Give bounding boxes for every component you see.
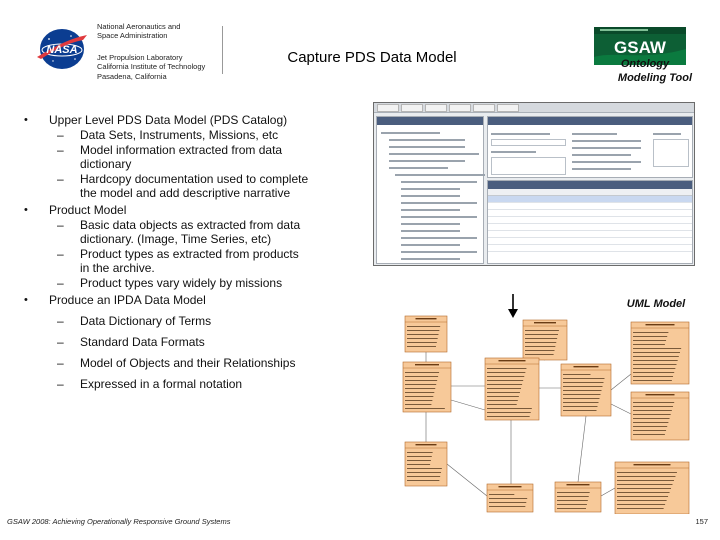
sub-bullet-text: Data Dictionary of Terms [80, 314, 212, 328]
slide-title: Capture PDS Data Model [287, 49, 457, 66]
sub-bullet-text: Standard Data Formats [80, 335, 205, 349]
uml-association-line [611, 374, 631, 390]
sub-bullet-item [22, 335, 364, 349]
dash-icon: – [57, 314, 64, 328]
gsaw-logo-text: GSAW [614, 38, 666, 57]
pane-header [377, 117, 483, 125]
uml-association-line [447, 464, 487, 496]
ontology-label-line1: Ontology [620, 58, 670, 70]
tool-tab [473, 104, 495, 112]
sub-bullet-text: Data Sets, Instruments, Missions, etc [80, 128, 279, 142]
sub-bullet-item [22, 218, 364, 246]
class-tree [377, 125, 483, 262]
class-editor-fields [488, 125, 692, 178]
sub-bullet-text: Expressed in a formal notation [80, 377, 243, 391]
sub-bullet-text: Model information extracted from data [80, 143, 283, 157]
bullet-dot-icon: • [24, 114, 28, 126]
uml-class-box [561, 364, 611, 416]
uml-class-box [487, 484, 533, 512]
uml-association-line [601, 488, 615, 496]
sub-bullet-item [22, 128, 364, 142]
page-number: 157 [695, 517, 708, 526]
tool-tab-bar [374, 103, 694, 113]
uml-association-line [451, 400, 485, 410]
sub-bullet-text: Hardcopy documentation used to complete [80, 172, 309, 186]
uml-association-line [611, 404, 631, 414]
bullet-dot-icon: • [24, 204, 28, 216]
sub-bullet-item [22, 377, 364, 391]
sub-bullet-item [22, 356, 364, 370]
uml-class-box [631, 322, 689, 384]
dash-icon: – [57, 128, 64, 142]
dash-icon: – [57, 276, 64, 290]
tool-tab [449, 104, 471, 112]
dash-icon: – [57, 218, 64, 232]
bullet-item [22, 203, 364, 217]
dash-icon: – [57, 143, 64, 157]
dash-icon: – [57, 247, 64, 261]
uml-model-label: UML Model [626, 298, 686, 310]
org-line-1: National Aeronautics and [97, 22, 181, 31]
pane-header [488, 181, 692, 189]
sub-bullet-text: Model of Objects and their Relationships [80, 356, 296, 370]
ontology-tool-screenshot [373, 102, 695, 266]
sub-bullet-item [22, 314, 364, 328]
sub-bullet-item [22, 143, 364, 171]
tool-tab [377, 104, 399, 112]
pane-header [488, 117, 692, 125]
tool-tab [401, 104, 423, 112]
ontology-label-line2: Modeling Tool [617, 72, 693, 84]
sub-bullet-item [22, 247, 364, 275]
sub-bullet-text: Product types as extracted from products [80, 247, 299, 261]
org-line-3: Jet Propulsion Laboratory [97, 53, 183, 62]
sub-bullet-text: in the archive. [80, 261, 155, 275]
uml-class-box [405, 316, 447, 352]
template-slots-pane [487, 180, 693, 264]
tool-tab [425, 104, 447, 112]
footer-conference: GSAW 2008: Achieving Operationally Responsive Ground Systems [7, 517, 231, 526]
svg-text:NASA: NASA [46, 44, 78, 56]
uml-class-box [555, 482, 601, 512]
sub-bullet-text: dictionary [80, 157, 132, 171]
sub-bullet-item [22, 172, 364, 200]
class-editor-pane [487, 116, 693, 178]
uml-class-box [405, 442, 447, 486]
bullet-item [22, 293, 364, 307]
uml-class-box [615, 462, 689, 514]
uml-class-box [523, 320, 567, 360]
dash-icon: – [57, 356, 64, 370]
tool-tab [497, 104, 519, 112]
dash-icon: – [57, 377, 64, 391]
bullet-dot-icon: • [24, 294, 28, 306]
sub-bullet-text: Product types vary widely by missions [80, 276, 283, 290]
org-line-4: California Institute of Technology [97, 62, 206, 71]
bullet-text: Product Model [49, 203, 127, 217]
sub-bullet-text: the model and add descriptive narrative [80, 186, 291, 200]
uml-class-box [631, 392, 689, 440]
class-browser-pane [376, 116, 484, 264]
sub-bullet-item [22, 276, 364, 290]
uml-class-box [485, 358, 539, 420]
bullet-list [22, 110, 364, 391]
uml-class-box [403, 362, 451, 412]
sub-bullet-text: Basic data objects as extracted from data [80, 218, 301, 232]
uml-class-diagram [393, 314, 693, 514]
org-line-5: Pasadena, California [97, 72, 167, 81]
dash-icon: – [57, 172, 64, 186]
bullet-item [22, 113, 364, 127]
uml-association-line [578, 416, 586, 482]
bullet-text: Produce an IPDA Data Model [49, 293, 206, 307]
dash-icon: – [57, 335, 64, 349]
sub-bullet-text: dictionary. (Image, Time Series, etc) [80, 232, 272, 246]
org-line-2: Space Administration [97, 31, 168, 40]
bullet-text: Upper Level PDS Data Model (PDS Catalog) [49, 113, 288, 127]
